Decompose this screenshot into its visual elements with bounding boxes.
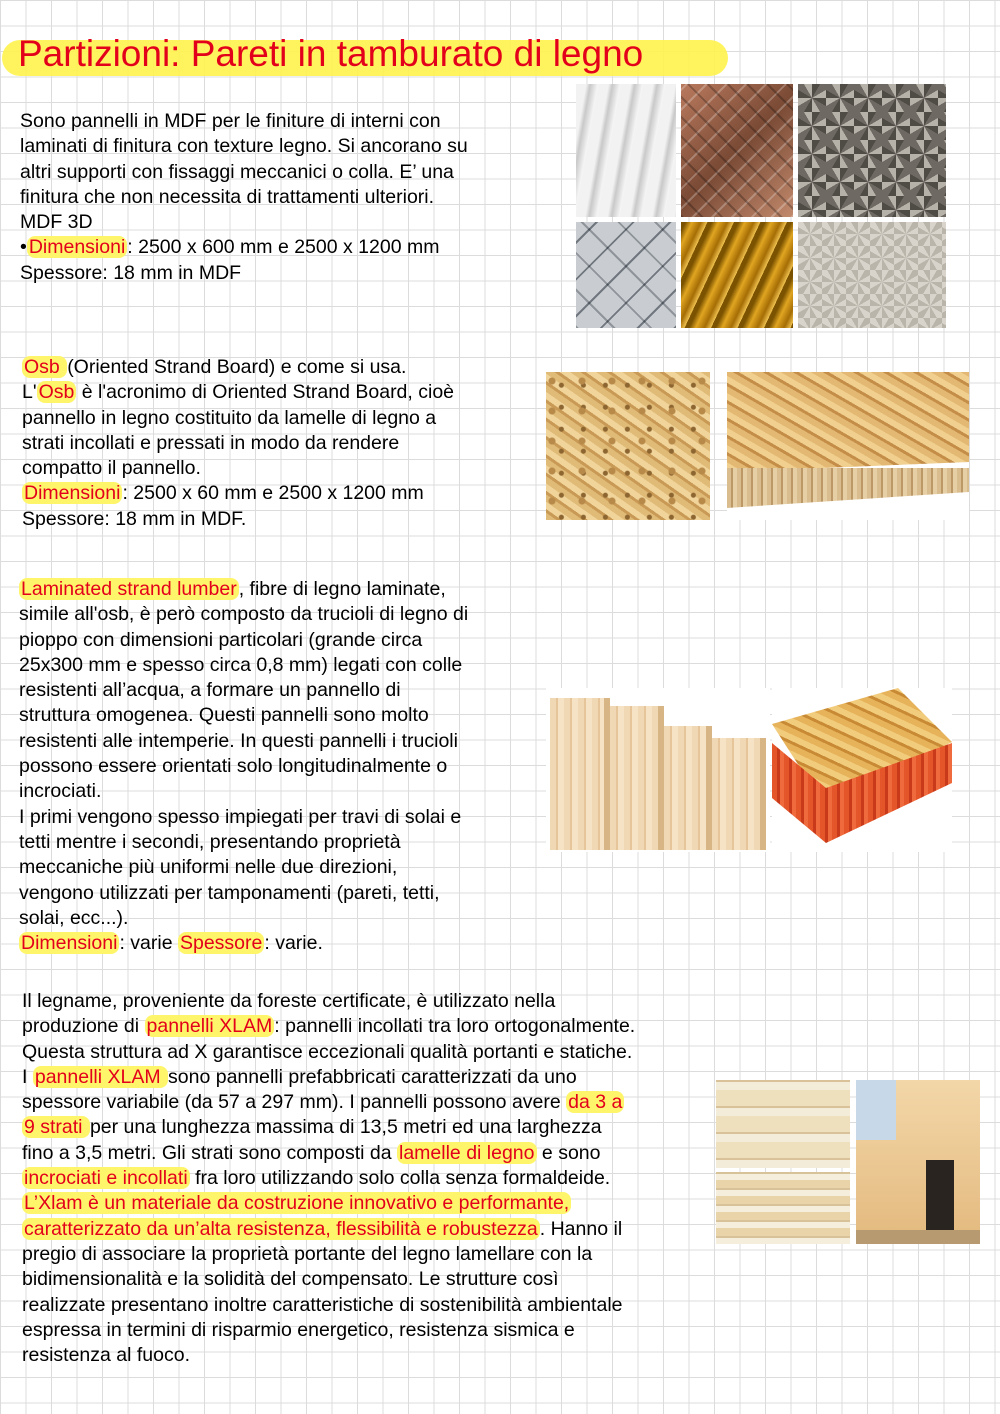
text-fragment: fino a 3,5 metri. Gli strati sono composti da	[22, 1141, 397, 1164]
sky	[856, 1080, 896, 1140]
text-fragment: è l'acronimo di Oriented Strand Board, cioè	[76, 381, 455, 404]
text-fragment: sono pannelli prefabbricati caratterizzati da uno	[168, 1065, 577, 1088]
osb-texture-photo	[546, 372, 710, 520]
text-line: pannello in legno costituito da lamelle di legno a	[22, 406, 437, 429]
text-line: vengono utilizzati per tamponamenti (pareti, tetti,	[19, 881, 440, 904]
highlight-osb: Osb	[24, 356, 66, 378]
text-line: 25x300 mm e spesso circa 0,8 mm) legati con colle	[19, 653, 463, 676]
text-line: espressa in termini di risparmio energetico, resistenza sismica e	[22, 1318, 575, 1341]
ground	[856, 1230, 980, 1244]
dimensions-value: : 2500 x 60 mm e 2500 x 1200 mm	[122, 482, 424, 505]
mdf-description	[20, 109, 468, 286]
highlight-dimensioni: Dimensioni	[21, 932, 118, 955]
text-fragment: , fibre di legno laminate,	[238, 578, 446, 600]
thickness-line: Spessore: 18 mm in MDF	[20, 261, 242, 284]
xlam-layers-photo	[716, 1080, 850, 1168]
mdf-3d-panel-quilted-grey	[576, 222, 676, 328]
mdf-3d-panel-wave-white	[576, 84, 676, 217]
text-line	[22, 1217, 635, 1242]
text-line: pioppo con dimensioni particolari (grande circa	[19, 628, 423, 651]
text-fragment: e sono	[536, 1141, 601, 1164]
text-line: strati incollati e pressati in modo da rendere	[22, 431, 400, 454]
highlight-dimensioni: Dimensioni	[28, 236, 126, 259]
text-fragment: I	[22, 1065, 33, 1088]
dimensions-line	[19, 931, 468, 956]
text-line	[22, 1166, 635, 1191]
dimensions-value: : 2500 x 600 mm e 2500 x 1200 mm	[127, 236, 440, 259]
text-line	[22, 1090, 635, 1115]
page-title: Partizioni: Pareti in tamburato di legno	[18, 33, 644, 74]
text-line: incrociati.	[19, 780, 102, 803]
text-line: resistenti alle intemperie. In questi pannelli i trucioli	[19, 729, 458, 752]
text-line: simile all'osb, è però composto da trucioli di legno di	[19, 603, 469, 626]
highlight-lsl: Laminated strand lumber	[21, 578, 237, 600]
highlight-layers: da 3 a	[568, 1091, 623, 1114]
highlight-spessore: Spessore	[179, 932, 263, 955]
text-line: Questa struttura ad X garantisce eccezionali qualità portanti e statiche.	[22, 1040, 633, 1063]
lsl-plank	[712, 738, 766, 850]
dimensions-line	[22, 481, 454, 506]
thickness-line: Spessore: 18 mm in MDF.	[22, 507, 247, 530]
text-line	[22, 1065, 635, 1090]
osb-heading-line	[22, 355, 454, 380]
text-line	[22, 1115, 635, 1140]
text-fragment: L'	[22, 381, 37, 404]
text-line: resistenti all’acqua, a formare un pannello di	[19, 679, 401, 702]
text-line: finitura che non necessita di trattamenti ulteriori.	[20, 185, 435, 208]
lsl-plank	[664, 726, 712, 850]
highlight-dimensioni: Dimensioni	[24, 482, 121, 505]
text-line: MDF 3D	[20, 211, 93, 234]
dimensions-line	[20, 235, 468, 260]
text-line: altri supporti con fissaggi meccanici o colla. E’ una	[20, 160, 454, 183]
lsl-heading-line	[19, 577, 468, 602]
lsl-description	[19, 577, 468, 956]
text-line: realizzate presentano inoltre caratteristiche di sostenibilità ambientale	[22, 1293, 623, 1316]
highlight-resistenza: caratterizzato da un’alta resistenza, flessibilità e robustezza	[24, 1217, 538, 1240]
text-line: compatto il pannello.	[22, 457, 201, 480]
osb-heading-rest: (Oriented Strand Board) e come si usa.	[67, 356, 407, 378]
bullet: •	[20, 236, 27, 259]
highlight-lamelle: lamelle di legno	[399, 1141, 535, 1164]
highlight-layers: 9 strati	[24, 1116, 88, 1139]
lsl-plank	[550, 698, 610, 850]
text-line: I primi vengono spesso impiegati per travi di solai e	[19, 805, 462, 828]
mdf-3d-panel-dark-triangles	[798, 84, 946, 217]
text-fragment: : varie.	[264, 932, 323, 955]
text-line: struttura omogenea. Questi pannelli sono molto	[19, 704, 429, 727]
text-line: bidimensionalità e la solidità del compensato. Le strutture così	[22, 1268, 559, 1291]
text-line: laminati di finitura con texture legno. Si ancorano su	[20, 135, 468, 158]
text-line: resistenza al fuoco.	[22, 1344, 191, 1367]
lsl-plank	[610, 706, 664, 850]
text-fragment: : pannelli incollati tra loro ortogonalmente.	[274, 1015, 636, 1038]
text-line	[22, 1014, 635, 1039]
text-line: tetti mentre i secondi, presentando proprietà	[19, 830, 401, 853]
text-fragment: spessore variabile (da 57 a 297 mm). I pannelli possono avere	[22, 1091, 567, 1114]
osb-board-photo	[727, 372, 969, 520]
lsl-board-photo	[772, 688, 952, 852]
highlight-incrociati: incrociati e incollati	[24, 1167, 188, 1190]
osb-board-edge	[727, 468, 969, 508]
text-line: meccaniche più uniformi nelle due direzioni,	[19, 856, 398, 879]
xlam-description	[22, 989, 635, 1368]
mdf-3d-panel-copper-facets	[681, 84, 793, 217]
lsl-planks-photo	[546, 688, 770, 852]
xlam-building-photo	[856, 1080, 980, 1244]
text-line	[22, 1191, 635, 1216]
text-line: Sono pannelli in MDF per le finiture di interni con	[20, 110, 441, 132]
text-fragment: . Hanno il	[539, 1217, 623, 1240]
text-line	[22, 380, 454, 405]
text-line: pregio di associare la proprietà portante del legno lamellare con la	[22, 1242, 593, 1265]
xlam-panel-stack-photo	[716, 1172, 850, 1244]
highlight-xlam-innovativo: L’Xlam è un materiale da costruzione innovativo e performante,	[24, 1192, 570, 1215]
highlight-xlam: pannelli XLAM	[146, 1015, 273, 1038]
text-fragment: per una lunghezza massima di 13,5 metri ed una larghezza	[89, 1116, 602, 1139]
text-fragment: fra loro utilizzando solo colla senza formaldeide.	[189, 1167, 611, 1190]
text-line: solai, ecc...).	[19, 906, 129, 929]
text-fragment: : varie	[119, 932, 178, 955]
osb-description	[22, 355, 454, 532]
mdf-3d-panel-gold-wave	[681, 222, 793, 328]
highlight-osb: Osb	[38, 381, 75, 404]
text-line	[22, 1141, 635, 1166]
text-line: Il legname, proveniente da foreste certificate, è utilizzato nella	[22, 990, 556, 1012]
text-line: possono essere orientati solo longitudinalmente o	[19, 755, 448, 778]
text-fragment: produzione di	[22, 1015, 145, 1038]
highlight-xlam: pannelli XLAM	[34, 1065, 167, 1088]
mdf-3d-panel-beige-geometric	[798, 222, 946, 328]
